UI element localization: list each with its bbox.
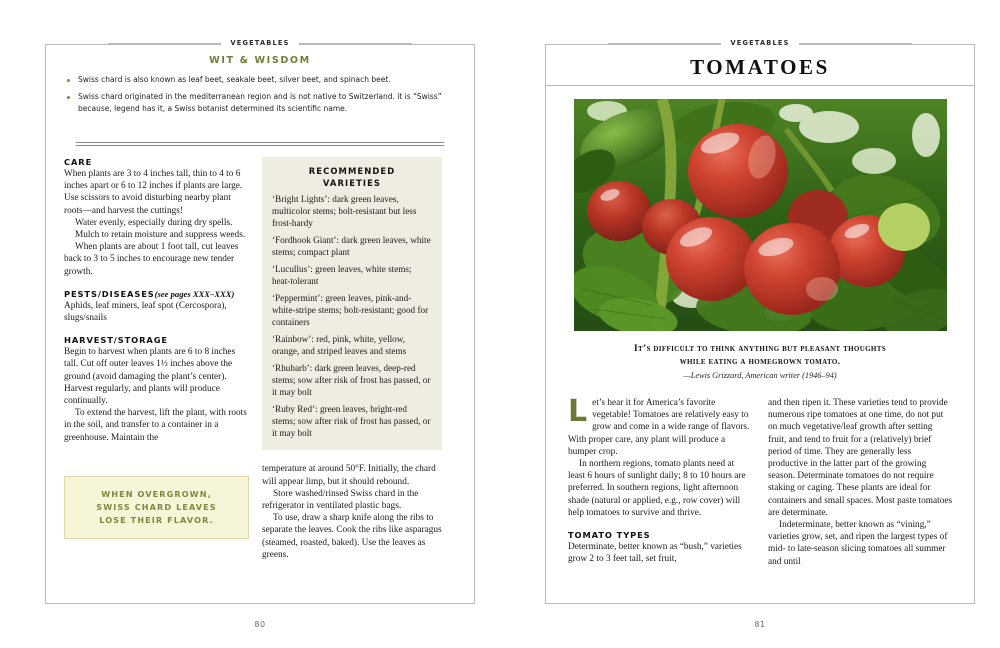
spacer [64, 324, 249, 335]
pests-diseases-paragraph: Aphids, leaf miners, leaf spot (Cercospora), slugs/snails [64, 300, 227, 324]
care-paragraph: Water evenly, especially during dry spells. [75, 217, 233, 228]
left-page-number: 80 [254, 620, 266, 629]
intro-first-paragraph [568, 394, 753, 458]
harvest-storage-paragraph: Begin to harvest when plants are 6 to 8 inches tall. Cut off outer leaves 1½ inches above the ground (avoid damaging the plant’s center). Harvest regularly, and plants will produce continually. [64, 347, 236, 407]
chapter-header [546, 45, 974, 86]
harvest-storage-heading: HARVEST/STORAGE [64, 335, 168, 346]
left-page [45, 39, 475, 629]
wit-and-wisdom-block [64, 55, 456, 120]
variety-entry: ‘Bright Lights’: dark green leaves, multicolor stems; bolt-resistant but less frost-hardy [272, 194, 417, 228]
pests-diseases-heading [64, 289, 249, 299]
section-divider-rule [76, 142, 444, 146]
wit-and-wisdom-list [64, 74, 456, 116]
harvest-storage-continued: To use, draw a sharp knife along the ribs to separate the leaves. Cook the ribs like asparagus (steamed, roasted, baked). Use the leaves as greens. [262, 513, 442, 560]
left-column-secondary [262, 157, 442, 561]
right-page [545, 39, 975, 629]
pull-quote-line-2: SWISS CHARD LEAVES [96, 502, 217, 512]
pull-quote-line-3: LOSE THEIR FLAVOR. [99, 515, 214, 525]
drop-cap: L [568, 394, 588, 429]
tomato-types-heading: TOMATO TYPES [568, 530, 651, 541]
pull-quote-line-1: WHEN OVERGROWN, [101, 489, 212, 499]
recommended-varieties-box [262, 157, 442, 450]
right-page-number: 81 [754, 620, 766, 629]
wit-and-wisdom-title: WIT & WISDOM [209, 55, 311, 66]
tomato-types-continued: and then ripen it. These varieties tend to provide numerous ripe tomatoes at one time, do not put on much vegetative/leaf growth after setting fruit, and tend to fruit for a (relatively) brief period of time. They are generally less productive in the latter part of the growing season. Determinate tomatoes do not require staking or caging. These plants are ideal for containers and small spaces. Most paste tomatoes are determinate. [768, 398, 953, 518]
care-heading: CARE [64, 157, 93, 167]
right-column-2 [768, 397, 953, 568]
left-running-head-text: VEGETABLES [221, 39, 298, 47]
tomato-photo [574, 99, 947, 331]
variety-entry: ‘Lucullus’: green leaves, white stems; heat-tolerant [272, 263, 412, 286]
right-column-1 [568, 394, 753, 565]
right-page-body [546, 45, 974, 603]
tomato-types-continued: Indeterminate, better known as “vining,” varieties grow, set, and ripen the largest types of mid- to late-season slicing tomatoes all summer and until [768, 520, 948, 567]
variety-entry: ‘Peppermint’: green leaves, pink-and-white-stripe stems; bolt-resistant; good for containers [272, 293, 429, 327]
care-paragraph: When plants are 3 to 4 inches tall, thin to 4 to 6 inches apart or 6 to 12 inches if plants are large. Use scissors to avoid disturbing nearby plant roots—and harvest the cuttings! [64, 169, 243, 216]
quote-attribution: —Lewis Grizzard, American writer (1946–94) [683, 371, 837, 380]
quote-line-2: while eating a homegrown tomato. [679, 357, 841, 367]
recommended-varieties-title-line1: RECOMMENDED [308, 166, 396, 176]
right-running-head-text: VEGETABLES [721, 39, 798, 47]
pull-quote [64, 476, 249, 539]
spacer [64, 278, 249, 289]
left-page-body [46, 45, 474, 603]
harvest-storage-continued: Store washed/rinsed Swiss chard in the refrigerator in ventilated plastic bags. [262, 488, 419, 511]
spacer [568, 519, 753, 530]
variety-entry: ‘Rainbow’: red, pink, white, yellow, orange, and striped leaves and stems [272, 333, 407, 356]
recommended-varieties-title [272, 166, 432, 189]
variety-entry: ‘Ruby Red’: green leaves, bright-red stems; sow after risk of frost has passed, or it may bolt [272, 403, 431, 438]
variety-entry: ‘Rhubarb’: dark green leaves, deep-red stems; sow after risk of frost has passed, or it may bolt [272, 363, 431, 397]
pests-diseases-heading-note: (see pages XXX–XXX) [154, 288, 235, 299]
tomato-photo-illustration [574, 99, 947, 331]
page-title: TOMATOES [690, 55, 830, 79]
pests-diseases-heading-text: PESTS/DISEASES [64, 288, 155, 299]
care-paragraph: When plants are about 1 foot tall, cut leaves back to 3 to 5 inches to encourage new tender growth. [64, 242, 239, 277]
tomato-types-paragraph: Determinate, better known as “bush,” varieties grow 2 to 3 feet tall, set fruit, [568, 542, 742, 565]
intro-second-paragraph: In northern regions, tomato plants need at least 6 hours of sunlight daily; 8 to 10 hours are preferred. In southern regions, light afternoon shade (natural or applied, e.g., row cover) will help tomatoes to survive and thrive. [568, 459, 746, 518]
variety-entry: ‘Fordhook Giant’: dark green leaves, white stems; compact plant [272, 234, 431, 257]
left-column-primary [64, 157, 249, 444]
list-item: Swiss chard is also known as leaf beet, seakale beet, silver beet, and spinach beet. [64, 74, 456, 87]
epigraph-quote [572, 343, 948, 380]
right-page-columns [568, 394, 954, 597]
care-paragraph: Mulch to retain moisture and suppress weeds. [75, 230, 246, 241]
harvest-storage-paragraph: To extend the harvest, lift the plant, with roots in the soil, and transfer to a container in a greenhouse. Maintain the [64, 408, 247, 443]
recommended-varieties-title-line2: VARIETIES [322, 177, 382, 188]
quote-line-1: It’s difficult to think anything but pleasant thoughts [634, 344, 886, 354]
harvest-storage-continued: temperature at around 50°F. Initially, the chard will appear limp, but it should rebound. [262, 464, 436, 487]
list-item: Swiss chard originated in the mediterranean region and is not native to Switzerland. it is “Swiss” because, legend has it, a Swiss botanist determined its scientific name. [64, 91, 456, 116]
intro-first-paragraph-text: et’s hear it for America’s favorite vegetable! Tomatoes are relatively easy to grow and come in a wide range of flavors. With proper care, any plant will produce a bumper crop. [568, 398, 750, 457]
